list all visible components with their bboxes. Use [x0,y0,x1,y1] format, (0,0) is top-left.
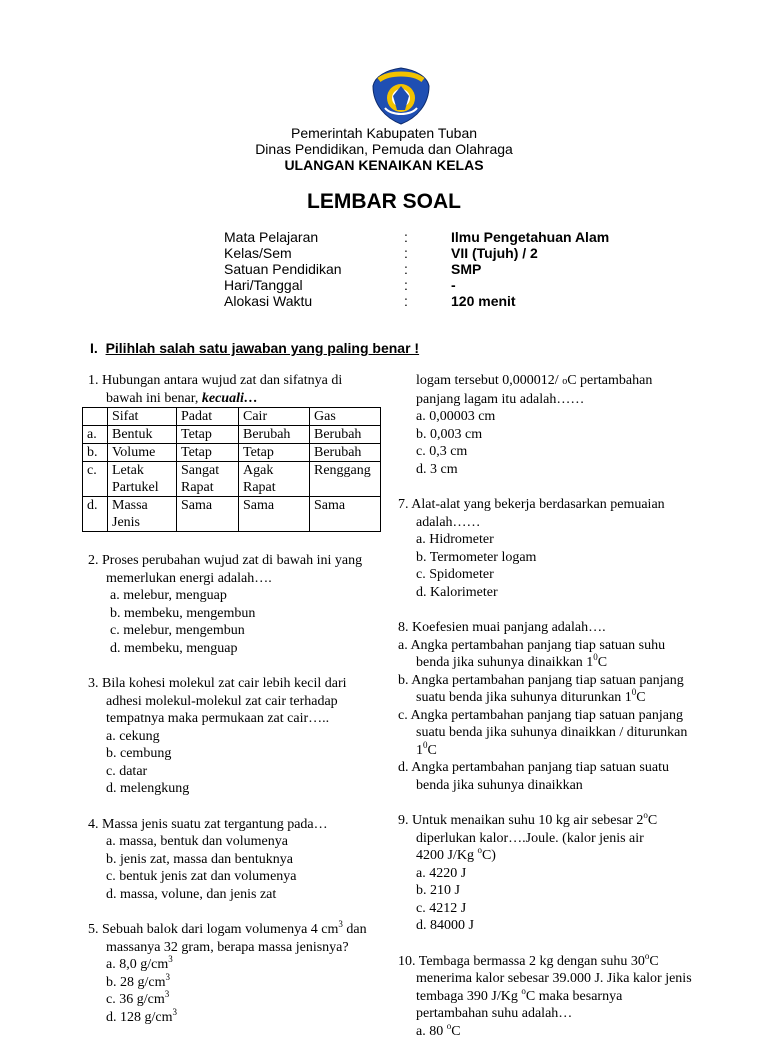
question-text [88,390,393,408]
question-7 [398,496,743,601]
info-separator: : [404,277,408,293]
tut-wuri-handayani-emblem-icon [371,66,431,126]
table-cell: Agak Rapat [239,462,310,497]
question-text: panjang lagam itu adalah…… [398,391,743,409]
table-cell: Sama [177,497,239,532]
question-text [398,847,743,865]
option-text: b. 28 g/cm [106,975,166,990]
superscript: 3 [165,989,170,999]
table-cell: b. [83,444,108,462]
question-text-part: C) [482,848,496,863]
info-separator: : [404,261,408,277]
superscript: o [643,810,648,820]
question-text: tempatnya maka permukaan zat cair….. [88,710,393,728]
question-6-continued [398,372,743,478]
table-row [83,497,381,532]
table-cell [83,408,108,426]
question-text-part: tembaga 390 J/Kg [416,989,521,1004]
info-label: Kelas/Sem [224,245,292,261]
info-label: Mata Pelajaran [224,229,318,245]
question-text-part: C [649,954,658,969]
superscript: 0 [423,740,428,750]
question-text-part: logam tersebut 0,000012/ [416,373,562,388]
table-cell: Sama [310,497,381,532]
answer-option [88,956,393,974]
table-cell: Tetap [177,426,239,444]
table-cell: Berubah [310,444,381,462]
question-text [398,812,743,830]
info-value: VII (Tujuh) / 2 [451,245,538,261]
superscript: 3 [166,972,171,982]
question-text-part: C pertambahan [567,373,652,388]
question-text-part: 10. Tembaga bermassa 2 kg dengan suhu 30 [398,954,645,969]
question-text-part: dan [343,922,367,937]
table-cell: Volume [108,444,177,462]
option-text: c. 36 g/cm [106,992,165,1007]
superscript: 3 [173,1007,178,1017]
answer-option-continued: suatu benda jika suhunya dinaikkan / diturunkan [398,724,743,742]
table-cell: Sangat Rapat [177,462,239,497]
answer-option: c. datar [88,763,393,781]
section-instruction: Pilihlah salah satu jawaban yang paling benar ! [106,340,420,356]
answer-option: a. 4220 J [398,865,743,883]
info-separator: : [404,229,408,245]
question-2 [88,552,393,657]
answer-option-continued [398,654,743,672]
superscript: o [521,986,526,996]
info-value: SMP [451,261,481,277]
question-text [88,921,393,939]
degree-mark: o [562,376,567,387]
superscript: o [477,845,482,855]
table-header: Gas [310,408,381,426]
answer-option: d. massa, volune, dan jenis zat [88,886,393,904]
info-separator: : [404,245,408,261]
superscript: 0 [632,687,637,697]
table-row [83,426,381,444]
option-text: C [451,1024,460,1039]
left-column [88,372,393,1026]
question-text: massanya 32 gram, berapa massa jenisnya? [88,939,393,957]
answer-option: a. Hidrometer [398,531,743,549]
answer-option: c. melebur, mengembun [88,622,393,640]
answer-option: c. 0,3 cm [398,443,743,461]
properties-table [82,407,381,532]
info-value: - [451,277,456,293]
answer-option: a. cekung [88,728,393,746]
table-cell: Bentuk [108,426,177,444]
info-label: Alokasi Waktu [224,293,312,309]
question-9 [398,812,743,935]
answer-option: b. Angka pertambahan panjang tiap satuan panjang [398,672,743,690]
answer-option: a. massa, bentuk dan volumenya [88,833,393,851]
superscript: o [645,951,650,961]
table-cell: Berubah [239,426,310,444]
question-text-part: C maka besarnya [526,989,622,1004]
table-header: Cair [239,408,310,426]
question-text: 7. Alat-alat yang bekerja berdasarkan pemuaian [398,496,743,514]
answer-option-continued [398,689,743,707]
answer-option: b. Termometer logam [398,549,743,567]
question-text [398,953,743,971]
table-header: Padat [177,408,239,426]
superscript: o [447,1021,452,1031]
question-text-part: bawah ini benar, [106,391,202,406]
question-text-part: C [648,813,657,828]
question-3 [88,675,393,798]
answer-option [88,974,393,992]
page-title: LEMBAR SOAL [0,190,768,214]
question-4 [88,816,393,904]
answer-option: d. melengkung [88,780,393,798]
question-text: pertambahan suhu adalah… [398,1005,743,1023]
table-cell: Tetap [239,444,310,462]
table-cell: a. [83,426,108,444]
answer-option: d. 3 cm [398,461,743,479]
answer-option: a. Angka pertambahan panjang tiap satuan suhu [398,637,743,655]
question-text: 1. Hubungan antara wujud zat dan sifatnya di [88,372,393,390]
question-text: adalah…… [398,514,743,532]
table-cell: Renggang [310,462,381,497]
answer-option: a. melebur, menguap [88,587,393,605]
option-text: a. 8,0 g/cm [106,957,168,972]
answer-option: d. 84000 J [398,917,743,935]
superscript: 3 [168,954,173,964]
superscript: 3 [338,919,343,929]
right-column [398,372,743,1040]
info-value: Ilmu Pengetahuan Alam [451,229,609,245]
question-text: 4. Massa jenis suatu zat tergantung pada… [88,816,393,834]
info-separator: : [404,293,408,309]
answer-option [88,991,393,1009]
table-cell: Tetap [177,444,239,462]
answer-option: c. 4212 J [398,900,743,918]
table-cell: Sama [239,497,310,532]
answer-option: b. jenis zat, massa dan bentuknya [88,851,393,869]
question-text-part: 5. Sebuah balok dari logam volumenya 4 cm [88,922,338,937]
question-text: 8. Koefesien muai panjang adalah…. [398,619,743,637]
question-text-part: 9. Untuk menaikan suhu 10 kg air sebesar 2 [398,813,643,828]
question-text [398,988,743,1006]
question-emphasis: kecuali… [202,391,258,406]
question-text: diperlukan kalor….Joule. (kalor jenis air [398,830,743,848]
answer-option: c. bentuk jenis zat dan volumenya [88,868,393,886]
header-exam-name: ULANGAN KENAIKAN KELAS [0,157,768,173]
option-text: suatu benda jika suhunya diturunkan 1 [416,690,632,705]
answer-option: b. 210 J [398,882,743,900]
question-5 [88,921,393,1026]
question-10 [398,953,743,1040]
table-cell: Berubah [310,426,381,444]
answer-option [88,1009,393,1027]
answer-option: d. Angka pertambahan panjang tiap satuan suatu [398,759,743,777]
answer-option: b. membeku, mengembun [88,605,393,623]
header-government: Pemerintah Kabupaten Tuban [0,125,768,141]
answer-option-continued [398,742,743,760]
question-text [398,372,743,391]
question-text: 2. Proses perubahan wujud zat di bawah ini yang [88,552,393,570]
table-header: Sifat [108,408,177,426]
answer-option: a. 0,00003 cm [398,408,743,426]
superscript: 0 [593,652,598,662]
answer-option: c. Angka pertambahan panjang tiap satuan panjang [398,707,743,725]
option-text: C [636,690,645,705]
question-text-part: 4200 J/Kg [416,848,477,863]
question-1 [88,372,393,532]
answer-option: b. cembung [88,745,393,763]
answer-option: d. Kalorimeter [398,584,743,602]
option-text: C [428,743,437,758]
table-row [83,462,381,497]
question-text: memerlukan energi adalah…. [88,570,393,588]
answer-option [398,1023,743,1040]
info-value: 120 menit [451,293,516,309]
info-label: Satuan Pendidikan [224,261,342,277]
question-text: 3. Bila kohesi molekul zat cair lebih kecil dari [88,675,393,693]
answer-option: c. Spidometer [398,566,743,584]
table-header-row [83,408,381,426]
answer-option: b. 0,003 cm [398,426,743,444]
option-text: benda jika suhunya dinaikkan 1 [416,655,593,670]
info-label: Hari/Tanggal [224,277,303,293]
section-number: I. [90,340,98,356]
option-text: a. 80 [416,1024,447,1039]
question-text: menerima kalor sebesar 39.000 J. Jika kalor jenis [398,970,743,988]
question-text: adhesi molekul-molekul zat cair terhadap [88,693,393,711]
option-text: C [598,655,607,670]
table-cell: c. [83,462,108,497]
answer-option-continued: benda jika suhunya dinaikkan [398,777,743,795]
header-department: Dinas Pendidikan, Pemuda dan Olahraga [0,141,768,157]
option-text: 1 [416,743,423,758]
answer-option: d. membeku, menguap [88,640,393,658]
option-text: d. 128 g/cm [106,1010,173,1025]
table-cell: Letak Partukel [108,462,177,497]
table-cell: d. [83,497,108,532]
table-cell: Massa Jenis [108,497,177,532]
section-heading [90,340,419,356]
table-row [83,444,381,462]
question-8 [398,619,743,794]
